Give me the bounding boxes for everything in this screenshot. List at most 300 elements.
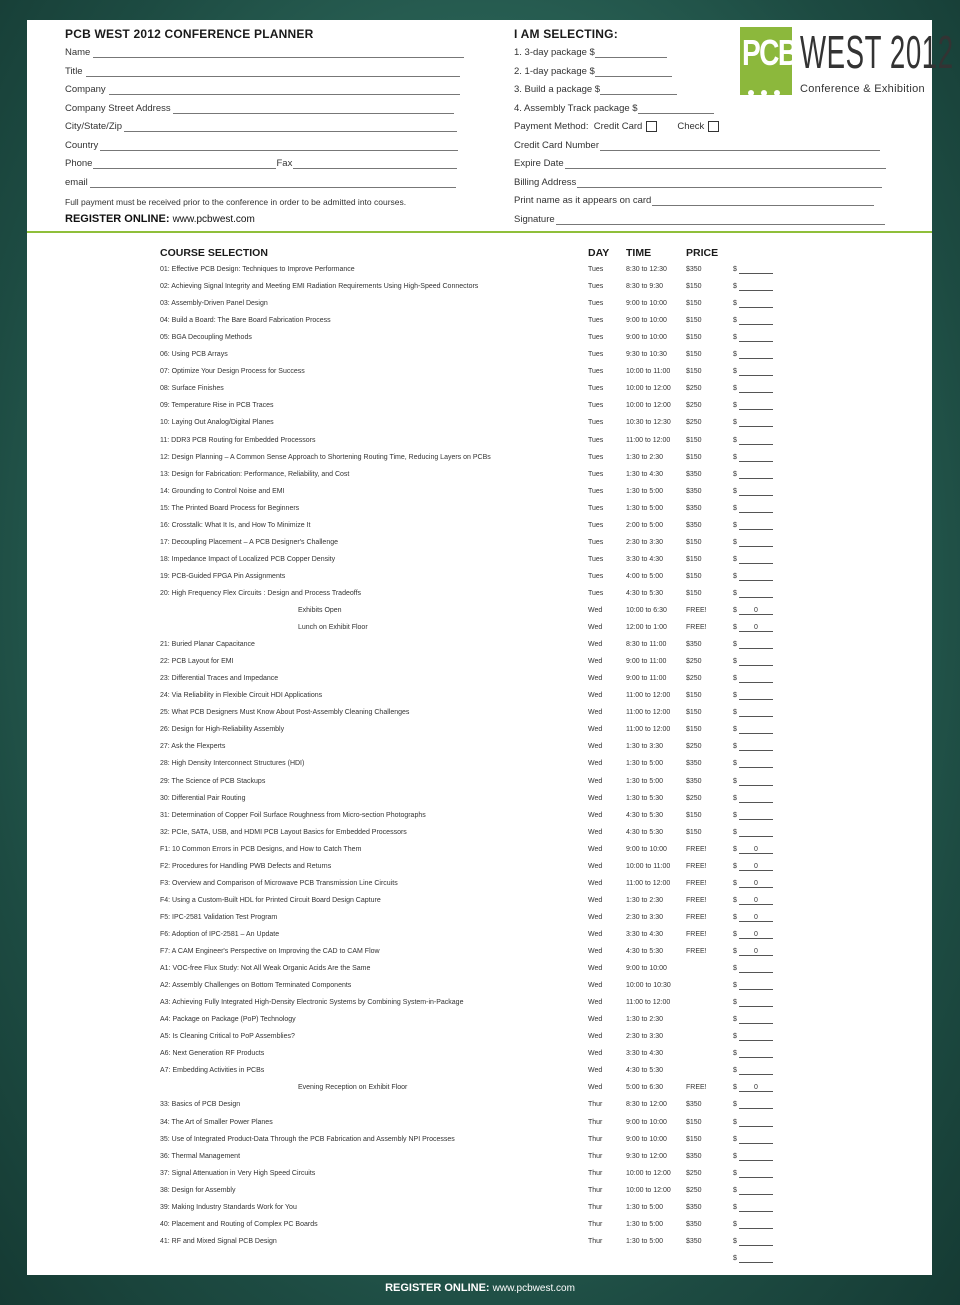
course-day: Tues	[588, 521, 604, 529]
course-day: Thur	[588, 1220, 603, 1228]
table-row	[0, 675, 960, 692]
logo-mark	[740, 27, 797, 95]
amount-value[interactable]	[739, 1153, 773, 1161]
amount-field[interactable]: $	[733, 590, 737, 597]
opt2-line[interactable]	[595, 67, 672, 77]
amount-field[interactable]: $	[733, 505, 737, 512]
course-day: Wed	[588, 726, 603, 734]
course-time: 9:00 to 10:00	[626, 334, 667, 342]
course-title: 39: Making Industry Standards Work for You	[160, 1203, 297, 1211]
table-row	[0, 846, 960, 863]
course-time: 10:00 to 12:00	[626, 1169, 671, 1177]
course-day: Wed	[588, 624, 603, 632]
email-label: email	[65, 177, 88, 188]
table-row	[0, 317, 960, 334]
course-day: Thur	[588, 1135, 603, 1143]
course-time: 4:30 to 5:30	[626, 589, 663, 597]
course-day: Wed	[588, 641, 603, 649]
course-day: Wed	[588, 999, 603, 1007]
amount-value[interactable]: 0	[739, 931, 773, 939]
course-title: 31: Determination of Copper Foil Surface Roughness from Micro-section Photographs	[160, 811, 426, 819]
amount-field[interactable]: $	[733, 1187, 737, 1194]
country-line[interactable]	[100, 141, 458, 151]
amount-value[interactable]	[739, 982, 773, 990]
phone-field[interactable]	[65, 158, 457, 169]
opt1-line[interactable]	[595, 48, 667, 58]
course-title: 13: Design for Fabrication: Performance, Reliability, and Cost	[160, 470, 350, 478]
amount-value[interactable]	[739, 1101, 773, 1109]
amount-value[interactable]: 0	[739, 897, 773, 905]
package-opt3[interactable]	[514, 84, 677, 95]
amount-value[interactable]: 0	[739, 914, 773, 922]
amount-value[interactable]	[739, 1238, 773, 1246]
street-line[interactable]	[173, 104, 454, 114]
amount-field[interactable]: $	[733, 454, 737, 461]
course-title: 05: BGA Decoupling Methods	[160, 334, 252, 342]
amount-field[interactable]: $	[733, 1067, 737, 1074]
course-time: 5:00 to 6:30	[626, 1084, 663, 1092]
amount-field[interactable]: $	[733, 760, 737, 767]
course-time: 1:30 to 5:00	[626, 1237, 663, 1245]
amount-value[interactable]	[739, 522, 773, 530]
amount-field[interactable]: $	[733, 1136, 737, 1143]
amount-field[interactable]: $	[733, 675, 737, 682]
opt4-line[interactable]	[638, 104, 714, 114]
amount-field[interactable]: $	[733, 641, 737, 648]
register-online	[65, 213, 255, 225]
package-opt4[interactable]	[514, 103, 714, 114]
course-price: $150	[686, 1118, 702, 1126]
table-row	[0, 1153, 960, 1170]
amount-value[interactable]	[739, 709, 773, 717]
amount-value[interactable]	[739, 556, 773, 564]
amount-value[interactable]	[739, 675, 773, 683]
amount-field[interactable]: $ 0	[733, 607, 737, 614]
course-time: 1:30 to 5:00	[626, 1220, 663, 1228]
course-day: Tues	[588, 317, 604, 325]
city-field[interactable]	[65, 121, 457, 132]
course-time: 9:00 to 11:00	[626, 658, 667, 666]
amount-field[interactable]: $	[733, 778, 737, 785]
amount-value[interactable]	[739, 726, 773, 734]
amount-value[interactable]: 0	[739, 624, 773, 632]
table-row	[0, 1084, 960, 1101]
amount-field[interactable]: $	[733, 1255, 737, 1262]
course-time: 11:00 to 12:00	[626, 692, 671, 700]
amount-field[interactable]: $	[733, 522, 737, 529]
street-field[interactable]	[65, 103, 454, 114]
course-price: $250	[686, 385, 702, 393]
amount-value[interactable]	[739, 573, 773, 581]
course-price: $250	[686, 675, 702, 683]
table-row	[0, 488, 960, 505]
cc-number-field[interactable]	[514, 140, 880, 151]
course-time: 10:00 to 12:00	[626, 385, 671, 393]
amount-value[interactable]	[739, 1016, 773, 1024]
amount-value[interactable]	[739, 368, 773, 376]
amount-field[interactable]: $	[733, 1204, 737, 1211]
table-row	[0, 641, 960, 658]
course-time: 1:30 to 2:30	[626, 896, 663, 904]
course-time: 9:00 to 10:00	[626, 845, 667, 853]
course-price: $150	[686, 572, 702, 580]
course-title: F6: Adoption of IPC-2581 – An Update	[160, 930, 280, 938]
table-row	[0, 419, 960, 436]
amount-field[interactable]: $ 0	[733, 931, 737, 938]
course-title: 04: Build a Board: The Bare Board Fabrication Process	[160, 317, 331, 325]
course-day: Wed	[588, 1016, 603, 1024]
amount-value[interactable]: 0	[739, 1084, 773, 1092]
amount-field[interactable]: $	[733, 999, 737, 1006]
signature-line[interactable]	[556, 215, 885, 225]
table-row	[0, 1016, 960, 1033]
course-time: 3:30 to 4:30	[626, 1050, 663, 1058]
course-title: A2: Assembly Challenges on Bottom Terminated Components	[160, 982, 352, 990]
amount-field[interactable]: $	[733, 982, 737, 989]
course-day: Wed	[588, 948, 603, 955]
company-field[interactable]	[65, 84, 460, 95]
course-title: 08: Surface Finishes	[160, 385, 224, 393]
course-title: 37: Signal Attenuation in Very High Speed Circuits	[160, 1169, 316, 1177]
amount-value[interactable]	[739, 1033, 773, 1041]
amount-value[interactable]	[739, 283, 773, 291]
amount-value[interactable]: 0	[739, 863, 773, 871]
amount-field[interactable]: $ 0	[733, 948, 737, 955]
expire-field[interactable]	[514, 158, 886, 169]
amount-value[interactable]	[739, 419, 773, 427]
course-title: 07: Optimize Your Design Process for Success	[160, 368, 305, 376]
course-day: Tues	[588, 538, 604, 546]
fax-line[interactable]	[293, 159, 457, 169]
day-header: DAY	[588, 247, 610, 259]
amount-field[interactable]: $	[733, 488, 737, 495]
amount-field[interactable]: $ 0	[733, 624, 737, 631]
title-line[interactable]	[86, 67, 460, 77]
pcb-west-logo	[740, 26, 954, 102]
amount-field[interactable]: $ 0	[733, 897, 737, 904]
amount-value[interactable]	[739, 760, 773, 768]
course-day: Wed	[588, 743, 603, 751]
amount-field[interactable]: $	[733, 812, 737, 819]
course-day: Tues	[588, 555, 604, 563]
amount-value[interactable]	[739, 454, 773, 462]
course-day: Thur	[588, 1101, 603, 1109]
course-day: Wed	[588, 982, 603, 990]
amount-field[interactable]: $	[733, 1170, 737, 1177]
amount-value[interactable]	[739, 641, 773, 649]
course-price: $250	[686, 402, 702, 410]
table-row	[0, 1221, 960, 1238]
course-title: 40: Placement and Routing of Complex PC Boards	[160, 1220, 318, 1228]
amount-value[interactable]	[739, 385, 773, 393]
amount-value[interactable]	[739, 1119, 773, 1127]
amount-field[interactable]: $	[733, 283, 737, 290]
register-url[interactable]: www.pcbwest.com	[172, 214, 255, 225]
amount-value[interactable]	[739, 488, 773, 496]
table-row	[0, 283, 960, 300]
table-row	[0, 760, 960, 777]
opt3-label: 3. Build a package $	[514, 84, 601, 95]
amount-value[interactable]	[739, 795, 773, 803]
amount-value[interactable]	[739, 539, 773, 547]
course-title: F1: 10 Common Errors in PCB Designs, and How to Catch Them	[160, 845, 362, 853]
table-row	[0, 1136, 960, 1153]
table-row	[0, 897, 960, 914]
amount-field[interactable]: $	[733, 539, 737, 546]
course-day: Tues	[588, 453, 604, 461]
course-day: Thur	[588, 1237, 603, 1245]
amount-field[interactable]: $	[733, 1153, 737, 1160]
company-line[interactable]	[109, 85, 460, 95]
amount-field[interactable]: $	[733, 1238, 737, 1245]
course-title: 23: Differential Traces and Impedance	[160, 675, 279, 683]
amount-value[interactable]: 0	[739, 846, 773, 854]
course-time: 9:00 to 10:00	[626, 300, 667, 308]
course-day: Wed	[588, 930, 603, 938]
course-time: 2:00 to 5:00	[626, 521, 663, 529]
course-day: Tues	[588, 351, 604, 359]
amount-value[interactable]	[739, 590, 773, 598]
table-row	[0, 402, 960, 419]
amount-value[interactable]	[739, 965, 773, 973]
course-price: $350	[686, 1203, 702, 1211]
course-day: Wed	[588, 1067, 603, 1075]
billing-line[interactable]	[577, 178, 882, 188]
table-row	[0, 1101, 960, 1118]
course-time: 9:00 to 10:00	[626, 1135, 667, 1143]
amount-field[interactable]: $	[733, 726, 737, 733]
course-day: Wed	[588, 658, 603, 666]
amount-value[interactable]: 0	[739, 880, 773, 888]
course-title: A4: Package on Package (PoP) Technology	[160, 1016, 296, 1024]
course-title: A1: VOC-free Flux Study: Not All Weak Organic Acids Are the Same	[160, 965, 371, 973]
course-day: Wed	[588, 777, 603, 785]
course-time: 1:30 to 5:00	[626, 504, 663, 512]
course-title: F7: A CAM Engineer's Perspective on Improving the CAD to CAM Flow	[160, 948, 380, 955]
course-price: $350	[686, 266, 702, 273]
amount-value[interactable]	[739, 402, 773, 410]
amount-field[interactable]: $	[733, 368, 737, 375]
table-row	[0, 709, 960, 726]
table-row	[0, 880, 960, 897]
opt3-line[interactable]	[600, 85, 677, 95]
amount-field[interactable]: $	[733, 1033, 737, 1040]
amount-value[interactable]	[739, 1050, 773, 1058]
course-day: Wed	[588, 607, 603, 614]
amount-field[interactable]: $	[733, 658, 737, 665]
amount-field[interactable]: $	[733, 743, 737, 750]
opt2-label: 2. 1-day package $	[514, 66, 595, 77]
amount-value[interactable]	[739, 743, 773, 751]
amount-field[interactable]: $	[733, 419, 737, 426]
course-time: 2:30 to 3:30	[626, 913, 663, 921]
amount-value[interactable]	[739, 1221, 773, 1229]
amount-field[interactable]: $	[733, 556, 737, 563]
amount-value[interactable]	[739, 692, 773, 700]
amount-field[interactable]: $	[733, 266, 737, 273]
amount-value[interactable]	[739, 999, 773, 1007]
email-field[interactable]	[65, 177, 456, 188]
amount-field[interactable]: $	[733, 1101, 737, 1108]
table-row	[0, 1067, 960, 1084]
logo-box-text: PCB	[742, 32, 797, 73]
table-row	[0, 931, 960, 948]
course-day: Wed	[588, 845, 603, 853]
amount-value[interactable]	[739, 334, 773, 342]
course-time: 9:30 to 12:00	[626, 1152, 667, 1160]
amount-field[interactable]: $	[733, 471, 737, 478]
amount-field[interactable]: $	[733, 300, 737, 307]
amount-value[interactable]	[739, 1255, 773, 1263]
course-time: 1:30 to 5:00	[626, 487, 663, 495]
country-field[interactable]	[65, 140, 458, 151]
logo-dots	[748, 83, 787, 101]
package-opt1[interactable]	[514, 47, 667, 58]
name-field[interactable]	[65, 47, 464, 58]
course-price: $350	[686, 470, 702, 478]
amount-field[interactable]: $	[733, 965, 737, 972]
table-row	[0, 1119, 960, 1136]
amount-value[interactable]	[739, 812, 773, 820]
course-price: FREE!	[686, 896, 707, 904]
opt1-label: 1. 3-day package $	[514, 47, 595, 58]
table-row	[0, 471, 960, 488]
amount-field[interactable]: $	[733, 385, 737, 392]
amount-value[interactable]	[739, 471, 773, 479]
print-name-line[interactable]	[652, 196, 874, 206]
check-checkbox[interactable]	[708, 121, 719, 132]
amount-value[interactable]: 0	[739, 607, 773, 615]
amount-value[interactable]	[739, 778, 773, 786]
amount-field[interactable]: $	[733, 1016, 737, 1023]
course-day: Wed	[588, 862, 603, 870]
billing-field[interactable]	[514, 177, 882, 188]
amount-field[interactable]: $	[733, 351, 737, 358]
price-header: PRICE	[686, 247, 719, 259]
course-price: $150	[686, 726, 702, 734]
print-name-field[interactable]	[514, 195, 874, 206]
amount-value[interactable]	[739, 1136, 773, 1144]
course-time: 4:00 to 5:00	[626, 572, 663, 580]
name-line[interactable]	[93, 48, 464, 58]
amount-field[interactable]: $ 0	[733, 863, 737, 870]
credit-card-label: Credit Card	[593, 121, 643, 132]
course-title: Exhibits Open	[298, 607, 342, 614]
amount-field[interactable]: $	[733, 1221, 737, 1228]
course-price: $150	[686, 555, 702, 563]
table-row	[0, 743, 960, 760]
amount-field[interactable]: $	[733, 317, 737, 324]
table-row	[0, 351, 960, 368]
course-title: A7: Embedding Activities in PCBs	[160, 1067, 265, 1075]
amount-value[interactable]	[739, 1187, 773, 1195]
course-price: $350	[686, 1101, 702, 1109]
amount-field[interactable]: $	[733, 709, 737, 716]
credit-card-checkbox[interactable]	[646, 121, 657, 132]
company-label: Company	[65, 84, 106, 95]
table-row	[0, 385, 960, 402]
phone-line[interactable]	[93, 159, 276, 169]
course-price: $150	[686, 368, 702, 376]
city-line[interactable]	[124, 122, 457, 132]
amount-value[interactable]	[739, 266, 773, 274]
course-day: Tues	[588, 419, 604, 427]
course-time: 11:00 to 12:00	[626, 726, 671, 734]
course-time: 1:30 to 5:00	[626, 760, 663, 768]
course-day: Tues	[588, 504, 604, 512]
amount-value[interactable]	[739, 505, 773, 513]
table-row	[0, 522, 960, 539]
print-name-label: Print name as it appears on card	[514, 195, 652, 206]
amount-field[interactable]: $	[733, 402, 737, 409]
country-label: Country	[65, 140, 99, 151]
course-title: 17: Decoupling Placement – A PCB Designer's Challenge	[160, 538, 338, 546]
amount-field[interactable]: $	[733, 829, 737, 836]
amount-value[interactable]	[739, 351, 773, 359]
amount-field[interactable]: $ 0	[733, 880, 737, 887]
course-price: $350	[686, 1220, 702, 1228]
course-price: $350	[686, 1152, 702, 1160]
course-day: Thur	[588, 1118, 603, 1126]
amount-value[interactable]	[739, 437, 773, 445]
expire-line[interactable]	[565, 159, 886, 169]
course-day: Wed	[588, 1050, 603, 1058]
course-title: 38: Design for Assembly	[160, 1186, 236, 1194]
amount-field[interactable]: $	[733, 437, 737, 444]
package-opt2[interactable]	[514, 66, 672, 77]
footer-register-url[interactable]: www.pcbwest.com	[492, 1283, 575, 1294]
amount-value[interactable]	[739, 300, 773, 308]
amount-value[interactable]	[739, 1204, 773, 1212]
course-price: $250	[686, 1186, 702, 1194]
title-field[interactable]	[65, 66, 460, 77]
amount-field[interactable]: $	[733, 692, 737, 699]
amount-field[interactable]: $	[733, 573, 737, 580]
table-row	[0, 863, 960, 880]
course-price: $150	[686, 828, 702, 836]
amount-value[interactable]	[739, 829, 773, 837]
signature-field[interactable]	[514, 214, 885, 225]
amount-field[interactable]: $	[733, 1050, 737, 1057]
course-time: 3:30 to 4:30	[626, 930, 663, 938]
amount-field[interactable]: $ 0	[733, 846, 737, 853]
course-title: 30: Differential Pair Routing	[160, 794, 246, 802]
amount-value[interactable]	[739, 1067, 773, 1075]
course-title: 28: High Density Interconnect Structures (HDI)	[160, 760, 305, 768]
amount-field[interactable]: $	[733, 795, 737, 802]
amount-field[interactable]: $	[733, 334, 737, 341]
amount-field[interactable]: $	[733, 1119, 737, 1126]
cc-number-line[interactable]	[600, 141, 880, 151]
amount-value[interactable]	[739, 658, 773, 666]
email-line[interactable]	[90, 178, 456, 188]
course-title: A3: Achieving Fully Integrated High-Density Electronic Systems by Combining System-in-Package	[160, 999, 464, 1007]
table-row	[0, 539, 960, 556]
table-row	[0, 266, 960, 283]
amount-field[interactable]: $ 0	[733, 914, 737, 921]
course-time: 8:30 to 12:30	[626, 266, 667, 273]
amount-field[interactable]: $ 0	[733, 1084, 737, 1091]
amount-value[interactable]	[739, 317, 773, 325]
amount-value[interactable]	[739, 1170, 773, 1178]
course-title: F2: Procedures for Handling PWB Defects and Returns	[160, 862, 332, 870]
table-row	[0, 965, 960, 982]
course-price: $150	[686, 351, 702, 359]
amount-value[interactable]: 0	[739, 948, 773, 956]
course-title: A5: Is Cleaning Critical to PoP Assemblies?	[160, 1033, 295, 1041]
course-day: Tues	[588, 300, 604, 308]
course-price: $150	[686, 811, 702, 819]
